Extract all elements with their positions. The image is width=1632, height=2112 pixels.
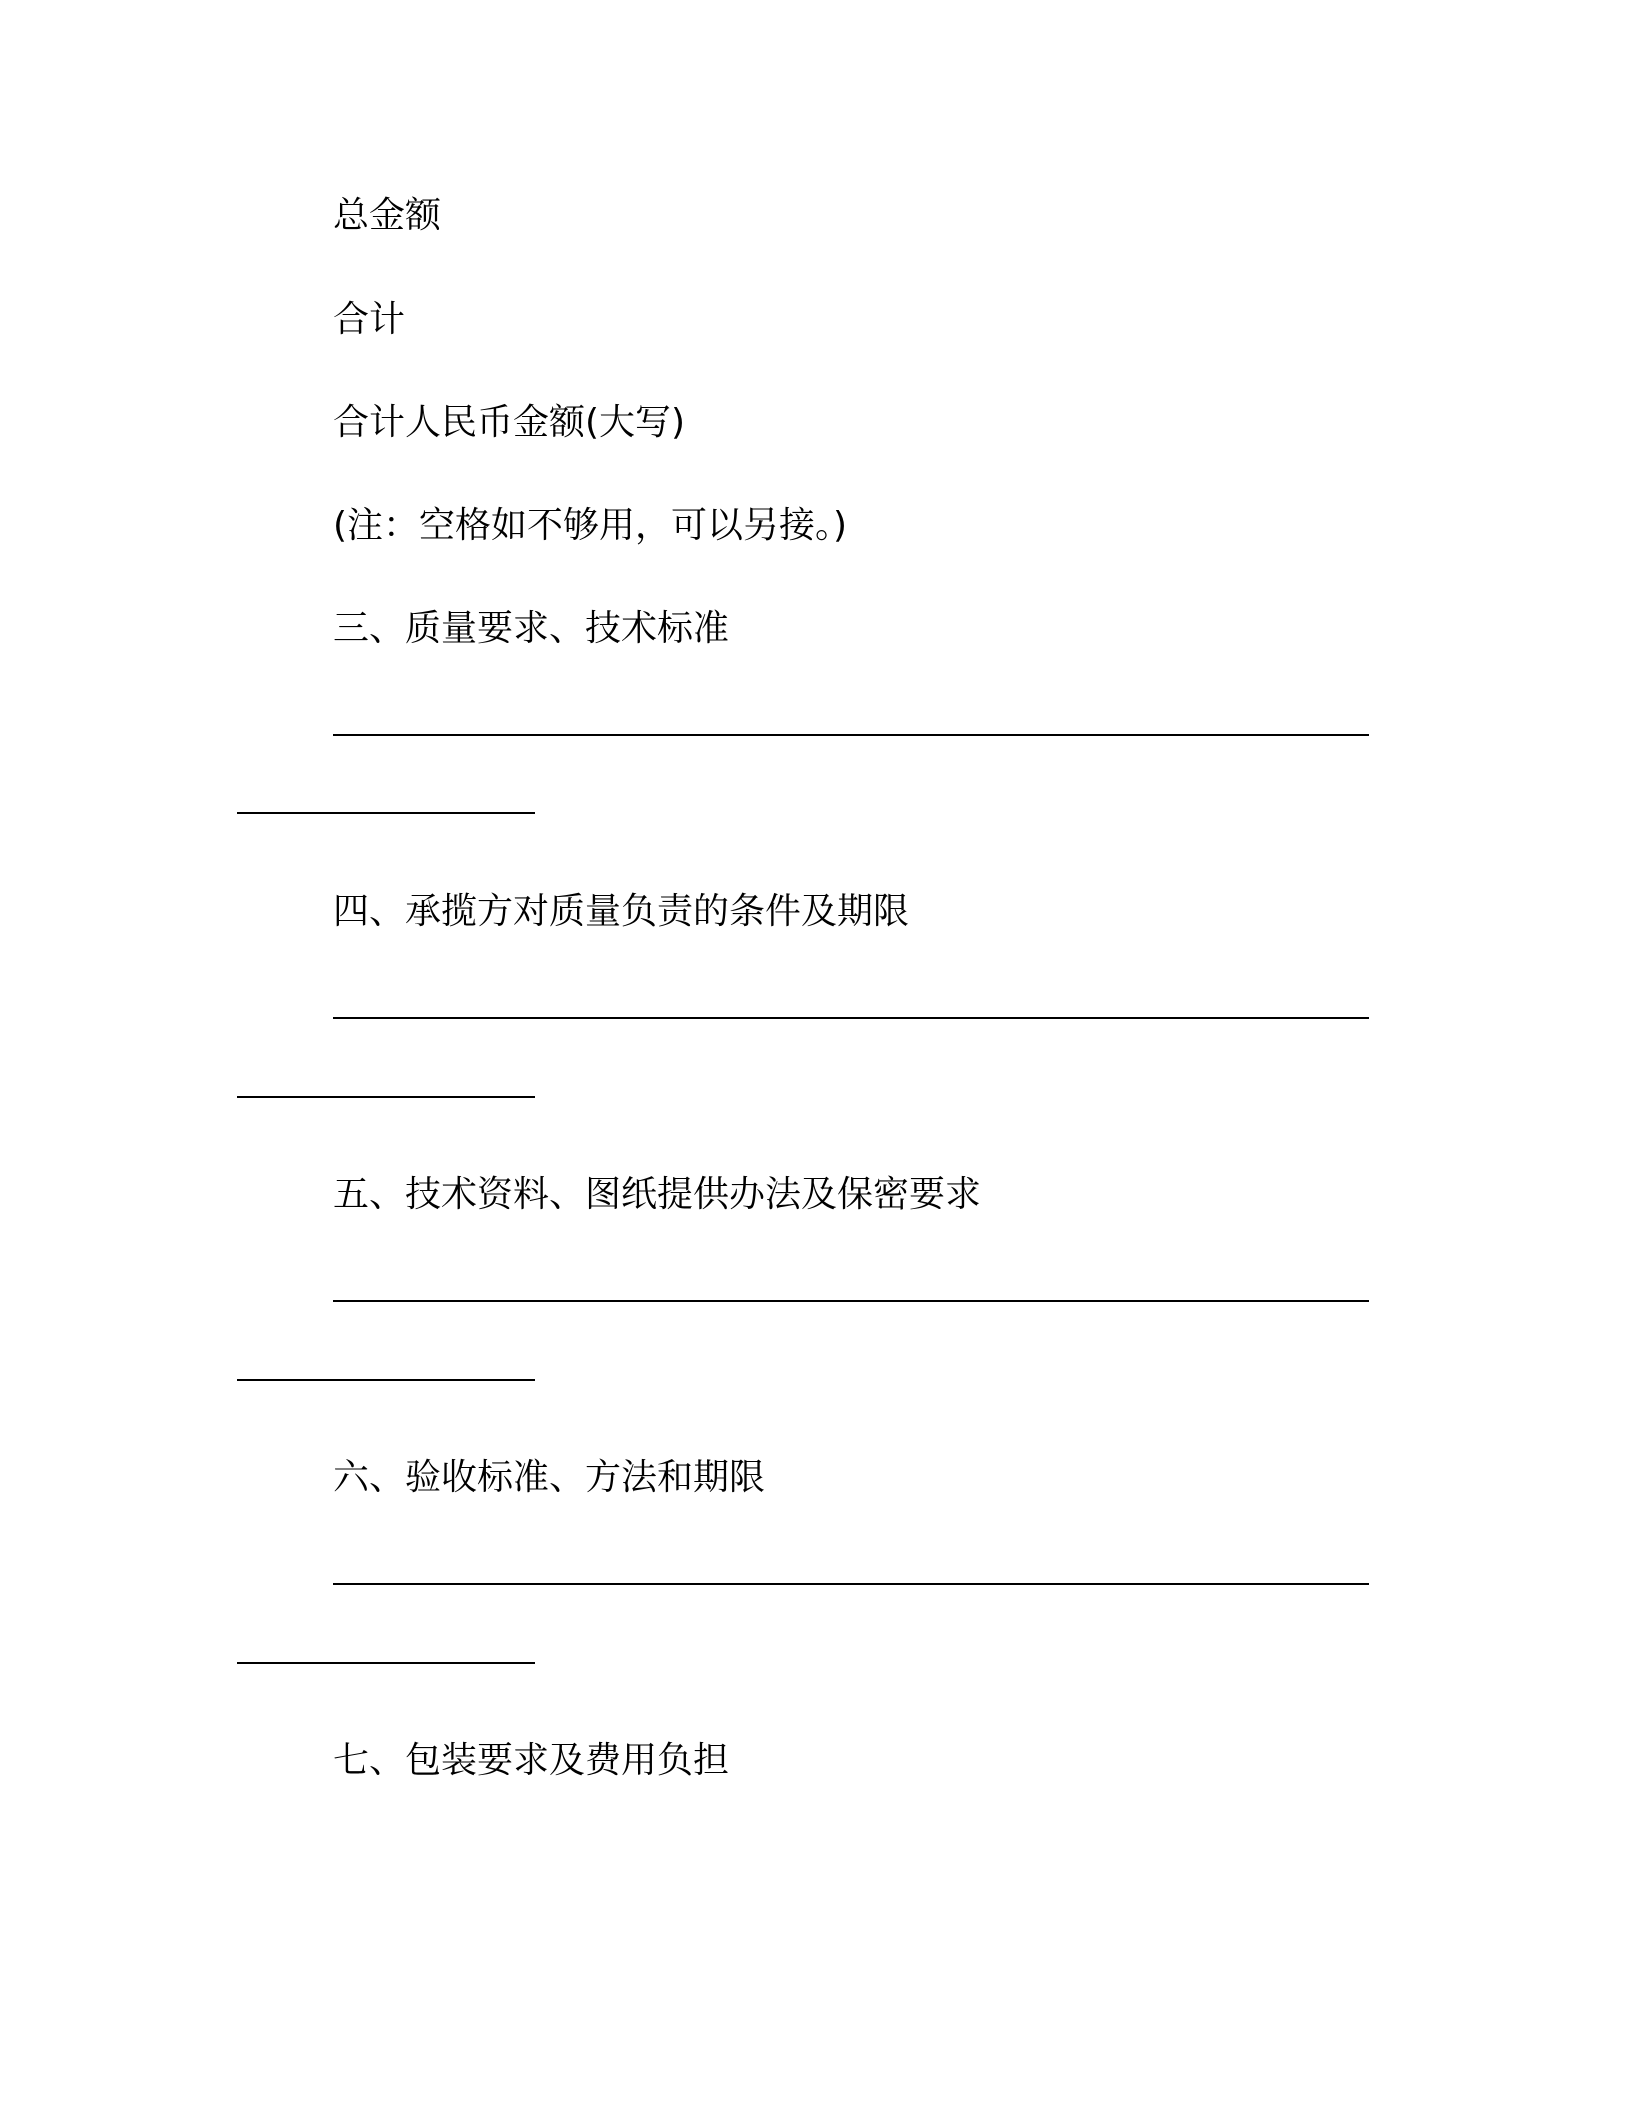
section-4-blank-line-1 <box>333 1017 1369 1019</box>
total-amount-label: 总金额 <box>333 195 442 236</box>
section-7-heading: 七、包装要求及费用负担 <box>333 1740 730 1781</box>
rmb-amount-caps-label: 合计人民币金额(大写) <box>333 402 686 443</box>
section-5-heading: 五、技术资料、图纸提供办法及保密要求 <box>333 1174 982 1215</box>
section-6-blank-line-2 <box>237 1662 535 1664</box>
section-5-blank-line-1 <box>333 1300 1369 1302</box>
section-4-blank-line-2 <box>237 1096 535 1098</box>
subtotal-label: 合计 <box>333 299 406 340</box>
section-5-blank-line-2 <box>237 1379 535 1381</box>
section-3-blank-line-1 <box>333 734 1369 736</box>
section-3-heading: 三、质量要求、技术标准 <box>333 608 730 649</box>
section-3-blank-line-2 <box>237 812 535 814</box>
section-4-heading: 四、承揽方对质量负责的条件及期限 <box>333 891 910 932</box>
section-6-heading: 六、验收标准、方法和期限 <box>333 1457 766 1498</box>
note-text: (注：空格如不够用，可以另接。) <box>333 505 848 546</box>
section-6-blank-line-1 <box>333 1583 1369 1585</box>
